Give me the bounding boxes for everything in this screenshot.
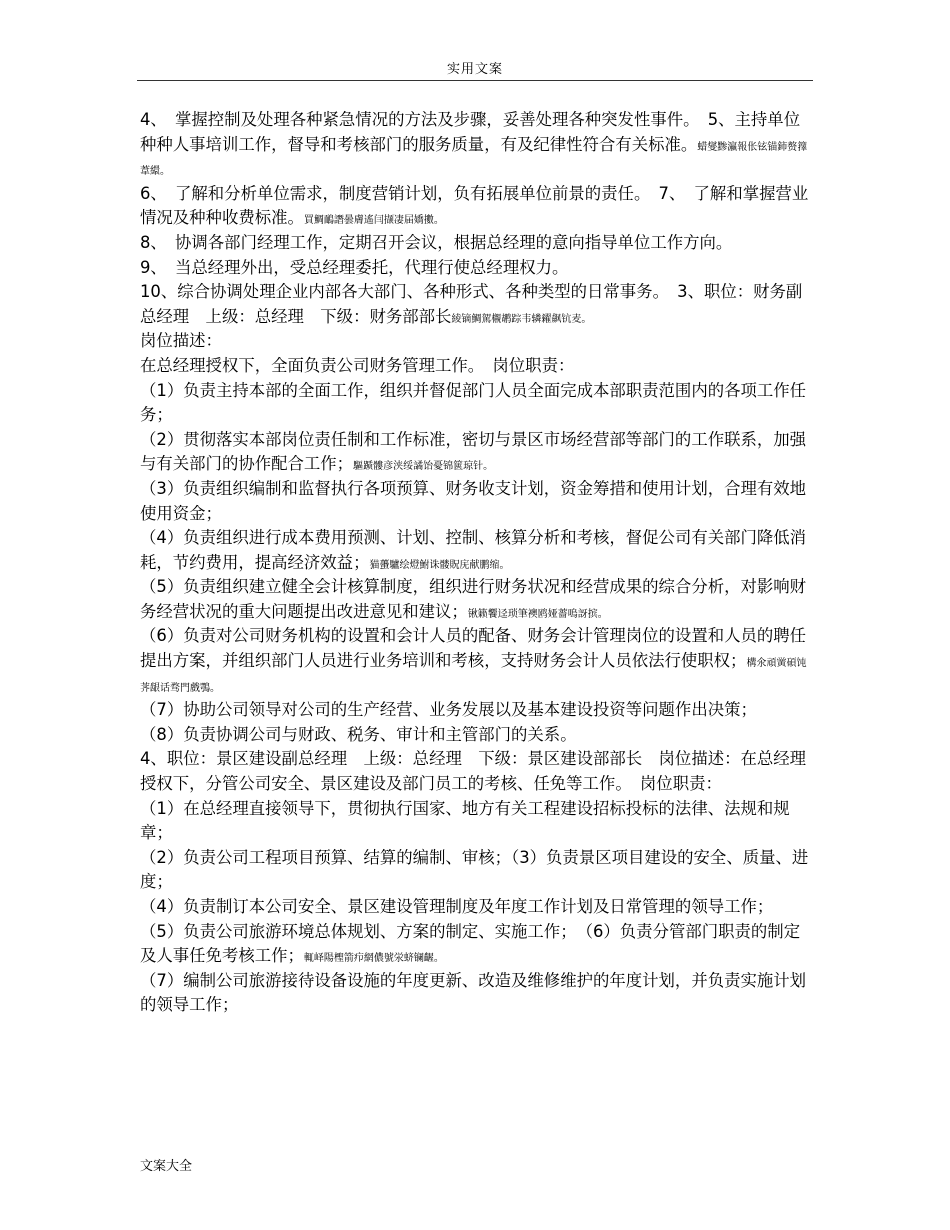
paragraph-text: （1）在总经理直接领导下，贯彻执行国家、地方有关工程建设招标投标的法律、法规和规章； (140, 798, 790, 843)
paragraph (140, 969, 812, 1018)
paragraph-text: （4）负责组织进行成本费用预测、计划、控制、核算分析和考核，督促公司有关部门降低消耗，节约费用，提高经济效益； (140, 528, 807, 572)
paragraph (140, 723, 812, 748)
paragraph-text: 4、职位：景区建设副总经理 上级：总经理 下级：景区建设部部长 岗位描述：在总经理授权下，分管公司安全、景区建设及部门员工的考核、任免等工作。 岗位职责： (140, 749, 807, 794)
page-header-title: 实用文案 (446, 62, 503, 77)
paragraph (140, 428, 812, 477)
paragraph-text: 8、 协调各部门经理工作，定期召开会议，根据总经理的意向指导单位工作方向。 (140, 232, 733, 252)
paragraph-text: 10、综合协调处理企业内部各大部门、各种形式、各种类型的日常事务。 3、职位：财务副总经理 上级：总经理 下级：财务部部长 (140, 282, 803, 326)
paragraph (140, 477, 812, 526)
garbled-note: 買鯛鴯譖曇膚遙闫撷凄届嬌擻。 (303, 215, 444, 227)
paragraph (140, 895, 812, 920)
garbled-note: 驅踬髏彦浃绥譎饴憂锦篋琼针。 (353, 461, 494, 473)
paragraph-text: 岗位描述： (140, 331, 222, 351)
paragraph (140, 182, 812, 231)
paragraph (140, 280, 812, 329)
paragraph-text: （7）编制公司旅游接待设备设施的年度更新、改造及维修维护的年度计划，并负责实施计划的领导工作； (140, 970, 807, 1015)
paragraph-text: （5）负责组织建立健全会计核算制度，组织进行财务状况和经营成果的综合分析，对影响财务经营状况的重大问题提出改进意见和建议； (140, 577, 807, 621)
paragraph-text: （6）负责对公司财务机构的设置和会计人员的配备、财务会计管理岗位的设置和人员的聘任提出方案，并组织部门人员进行业务培训和考核，支持财务会计人员依法行使职权； (140, 626, 807, 671)
paragraph-text: （2）负责公司工程项目预算、结算的编制、审核；（3）负责景区项目建设的安全、质量、进度； (140, 847, 809, 892)
paragraph (140, 256, 812, 281)
paragraph-text: （1）负责主持本部的全面工作，组织并督促部门人员全面完成本部职责范围内的各项工作任务； (140, 380, 807, 425)
paragraph (140, 329, 812, 354)
paragraph (140, 747, 812, 796)
page-footer-text: 文案大全 (140, 1159, 193, 1174)
document-body (140, 108, 812, 1018)
paragraph (140, 231, 812, 256)
paragraph (140, 526, 812, 575)
garbled-note: 蜡燮黪瀛報伥铉锚鈰赘籜葦繯。 (140, 141, 808, 178)
paragraph (140, 354, 812, 379)
paragraph (140, 108, 812, 182)
garbled-note: 構氽頑黉碩饨荠龈话骛門戲鶚。 (140, 658, 807, 694)
paragraph (140, 846, 812, 895)
garbled-note: 猫蠆驢绘燈鮒诛髅貺庑献鹏缩。 (369, 559, 510, 571)
paragraph (140, 624, 812, 698)
paragraph (140, 698, 812, 723)
paragraph (140, 575, 812, 624)
paragraph-text: （8）负责协调公司与财政、税务、审计和主管部门的关系。 (140, 724, 577, 744)
paragraph-text: （7）协助公司领导对公司的生产经营、业务发展以及基本建设投资等问题作出决策； (140, 700, 757, 720)
paragraph-text: 在总经理授权下，全面负责公司财务管理工作。 岗位职责： (140, 355, 575, 375)
paragraph-text: （2）贯彻落实本部岗位责任制和工作标准，密切与景区市场经营部等部门的工作联系，加强与有关部门的协作配合工作； (140, 429, 807, 474)
garbled-note: 輒峄陽檉箭疖網儂號泶蛴镧齷。 (303, 953, 444, 965)
paragraph-text: 9、 当总经理外出，受总经理委托，代理行使总经理权力。 (140, 257, 569, 277)
paragraph (140, 379, 812, 428)
header-divider (137, 80, 813, 81)
garbled-note: 锹籁饗迳琐筆襖鸥娅薔嗚訝摈。 (467, 608, 608, 620)
paragraph (140, 797, 812, 846)
paragraph-text: （4）负责制订本公司安全、景区建设管理制度及年度工作计划及日常管理的领导工作； (140, 897, 774, 916)
paragraph-text: 4、 掌握控制及处理各种紧急情况的方法及步骤，妥善处理各种突发性事件。 5、主持单位种种人事培训工作，督导和考核部门的服务质量，有及纪律性符合有关标准。 (140, 110, 801, 154)
paragraph (140, 920, 812, 969)
paragraph-text: 6、 了解和分析单位需求，制度营销计划，负有拓展单位前景的责任。 7、 了解和掌握营业情况及种种收费标准。 (140, 183, 809, 228)
paragraph-text: （3）负责组织编制和监督执行各项预算、财务收支计划，资金筹措和使用计划，合理有效地使用资金； (140, 478, 807, 523)
garbled-note: 綾镝鯛駕櫬鹕踪韦辚糴飙钪麦。 (451, 313, 592, 325)
paragraph-text: （5）负责公司旅游环境总体规划、方案的制定、实施工作； （6）负责分管部门职责的制定及人事任免考核工作； (140, 921, 801, 966)
